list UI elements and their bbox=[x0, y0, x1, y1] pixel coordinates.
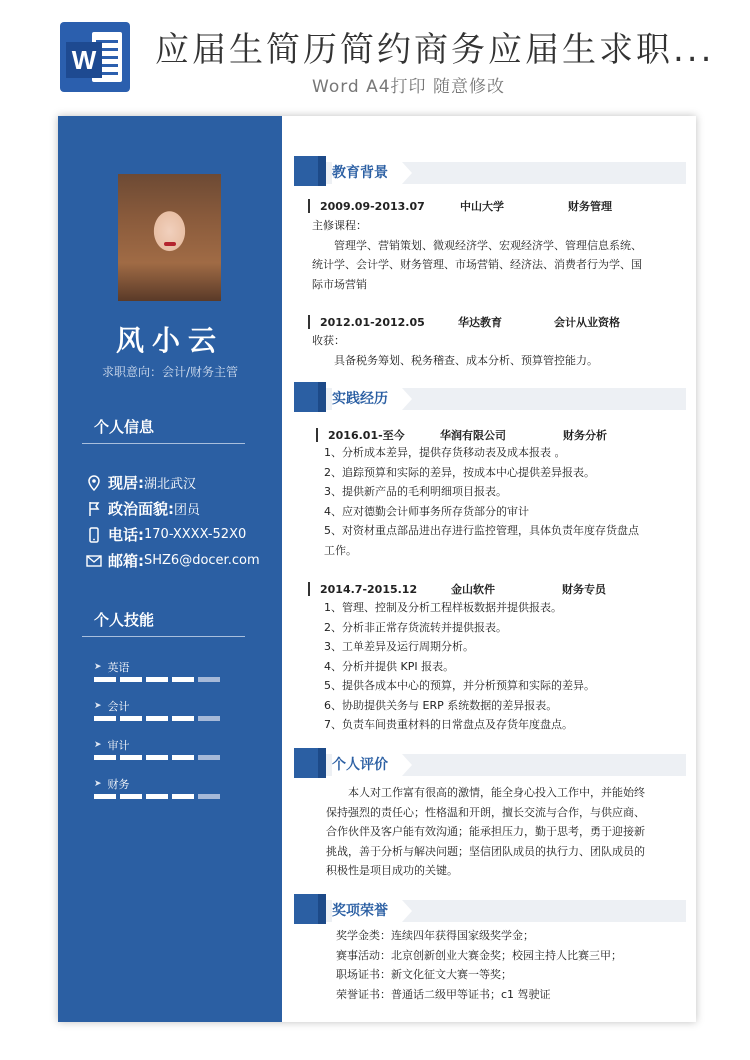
document-subtitle: Word A4打印 随意修改 bbox=[312, 77, 505, 97]
job-intent: 求职意向：会计/财务主管 bbox=[101, 365, 239, 379]
skill-level-segment bbox=[146, 794, 168, 799]
mail-icon bbox=[86, 553, 102, 569]
evaluation-text: 本人对工作富有很高的激情，能全身心投入工作中，并能始终 保持强烈的责任心；性格温和开朗，擅长交流与合作，与供应商、 合作伙伴及客户能有效沟通；能承担压力，勤于思考，勇于迎接新 挑战，善于分析与解决问题；坚信团队成员的执行力、团队成员的 积极性是项目成功的关键。 bbox=[326, 786, 645, 877]
skill-level-segment bbox=[146, 716, 168, 721]
skill-level-bar bbox=[94, 794, 220, 799]
skill-item bbox=[94, 659, 130, 675]
skill-name: 审计 bbox=[107, 739, 130, 752]
chevron-right-icon: ➤ bbox=[94, 740, 102, 750]
skill-level-segment bbox=[198, 794, 220, 799]
skill-item bbox=[94, 776, 130, 792]
skill-level-bar bbox=[94, 755, 220, 760]
skill-level-segment bbox=[172, 716, 194, 721]
profile-photo bbox=[118, 174, 221, 301]
experience-heading: 实践经历 bbox=[294, 382, 686, 412]
skill-level-segment bbox=[172, 794, 194, 799]
skill-level-segment bbox=[120, 755, 142, 760]
skill-level-segment bbox=[198, 677, 220, 682]
skill-level-segment bbox=[198, 716, 220, 721]
resume-sidebar bbox=[58, 116, 282, 1022]
candidate-name: 风小云 bbox=[115, 324, 224, 357]
chevron-right-icon: ➤ bbox=[94, 701, 102, 711]
education-detail-1: 主修课程： 管理学、营销策划、微观经济学、宏观经济学、管理信息系统、 统计学、会计学、财务管理、市场营销、经济法、消费者行为学、国 际市场营销 bbox=[312, 219, 642, 291]
skill-level-segment bbox=[172, 677, 194, 682]
evaluation-heading: 个人评价 bbox=[294, 748, 686, 778]
document-title: 应届生简历简约商务应届生求职... bbox=[155, 30, 715, 70]
info-divider bbox=[82, 443, 245, 444]
skill-level-segment bbox=[94, 677, 116, 682]
skill-level-bar bbox=[94, 716, 220, 721]
skill-level-segment bbox=[94, 716, 116, 721]
info-email: 邮箱: SHZ6@docer.com bbox=[86, 550, 260, 571]
phone-icon bbox=[86, 527, 102, 543]
skill-item bbox=[94, 737, 130, 753]
chevron-right-icon: ➤ bbox=[94, 662, 102, 672]
info-phone: 电话: 170-XXXX-52X0 bbox=[86, 524, 246, 545]
education-heading: 教育背景 bbox=[294, 156, 686, 186]
skill-level-segment bbox=[172, 755, 194, 760]
flag-icon bbox=[86, 501, 102, 517]
resume-main bbox=[282, 116, 696, 1022]
skill-level-segment bbox=[146, 755, 168, 760]
skill-name: 会计 bbox=[107, 700, 130, 713]
page-header bbox=[0, 0, 750, 105]
resume-sheet bbox=[58, 116, 696, 1022]
skill-name: 财务 bbox=[107, 778, 130, 791]
skill-name: 英语 bbox=[107, 661, 130, 674]
experience-entry-1: 2016.01-至今 华润有限公司 财务分析 bbox=[316, 427, 607, 443]
experience-detail-2: 1、管理、控制及分析工程样板数据并提供报表。 2、分析非正常存货流转并提供报表。 3、工单差异及运行周期分析。 4、分析并提供 KPI 报表。 5、提供各成本中心的预算，并分析预算和实际的差异。 6、协助提供关务与 ERP 系统数据的差异报表。 7、负责车间贵重材料的日常盘点及存货年度盘点。 bbox=[324, 601, 595, 731]
skill-item bbox=[94, 698, 130, 714]
skill-level-segment bbox=[146, 677, 168, 682]
info-location: 现居: 湖北武汉 bbox=[86, 472, 196, 493]
education-detail-2: 收获： 具备税务筹划、税务稽查、成本分析、预算管控能力。 bbox=[312, 334, 598, 367]
skill-level-segment bbox=[120, 794, 142, 799]
skill-level-segment bbox=[120, 677, 142, 682]
skill-level-bar bbox=[94, 677, 220, 682]
word-logo-icon: W bbox=[60, 22, 130, 92]
skills-heading: 个人技能 bbox=[94, 611, 155, 629]
honors-list: 奖学金类：连续四年获得国家级奖学金； 赛事活动：北京创新创业大赛金奖；校园主持人比赛三甲； 职场证书：新文化征文大赛一等奖； 荣誉证书：普通话二级甲等证书；c1 驾驶证 bbox=[336, 929, 622, 1001]
experience-detail-1: 1、分析成本差异，提供存货移动表及成本报表 。 2、追踪预算和实际的差异，按成本中心提供差异报表。 3、提供新产品的毛利明细项目报表。 4、应对德勤会计师事务所存货部分的审计 5、对资材重点部品进出存进行监控管理，具体负责年度存货盘点 工作。 bbox=[324, 446, 639, 557]
skills-divider bbox=[82, 636, 245, 637]
skill-level-segment bbox=[120, 716, 142, 721]
education-entry-2: 2012.01-2012.05 华达教育 会计从业资格 bbox=[308, 314, 620, 330]
info-heading: 个人信息 bbox=[94, 418, 155, 436]
honors-heading: 奖项荣誉 bbox=[294, 894, 686, 924]
education-entry-1: 2009.09-2013.07 中山大学 财务管理 bbox=[308, 198, 612, 214]
chevron-right-icon: ➤ bbox=[94, 779, 102, 789]
location-icon bbox=[86, 475, 102, 491]
info-political: 政治面貌: 团员 bbox=[86, 498, 200, 519]
skill-level-segment bbox=[94, 755, 116, 760]
skill-level-segment bbox=[198, 755, 220, 760]
experience-entry-2: 2014.7-2015.12 金山软件 财务专员 bbox=[308, 581, 606, 597]
skill-level-segment bbox=[94, 794, 116, 799]
